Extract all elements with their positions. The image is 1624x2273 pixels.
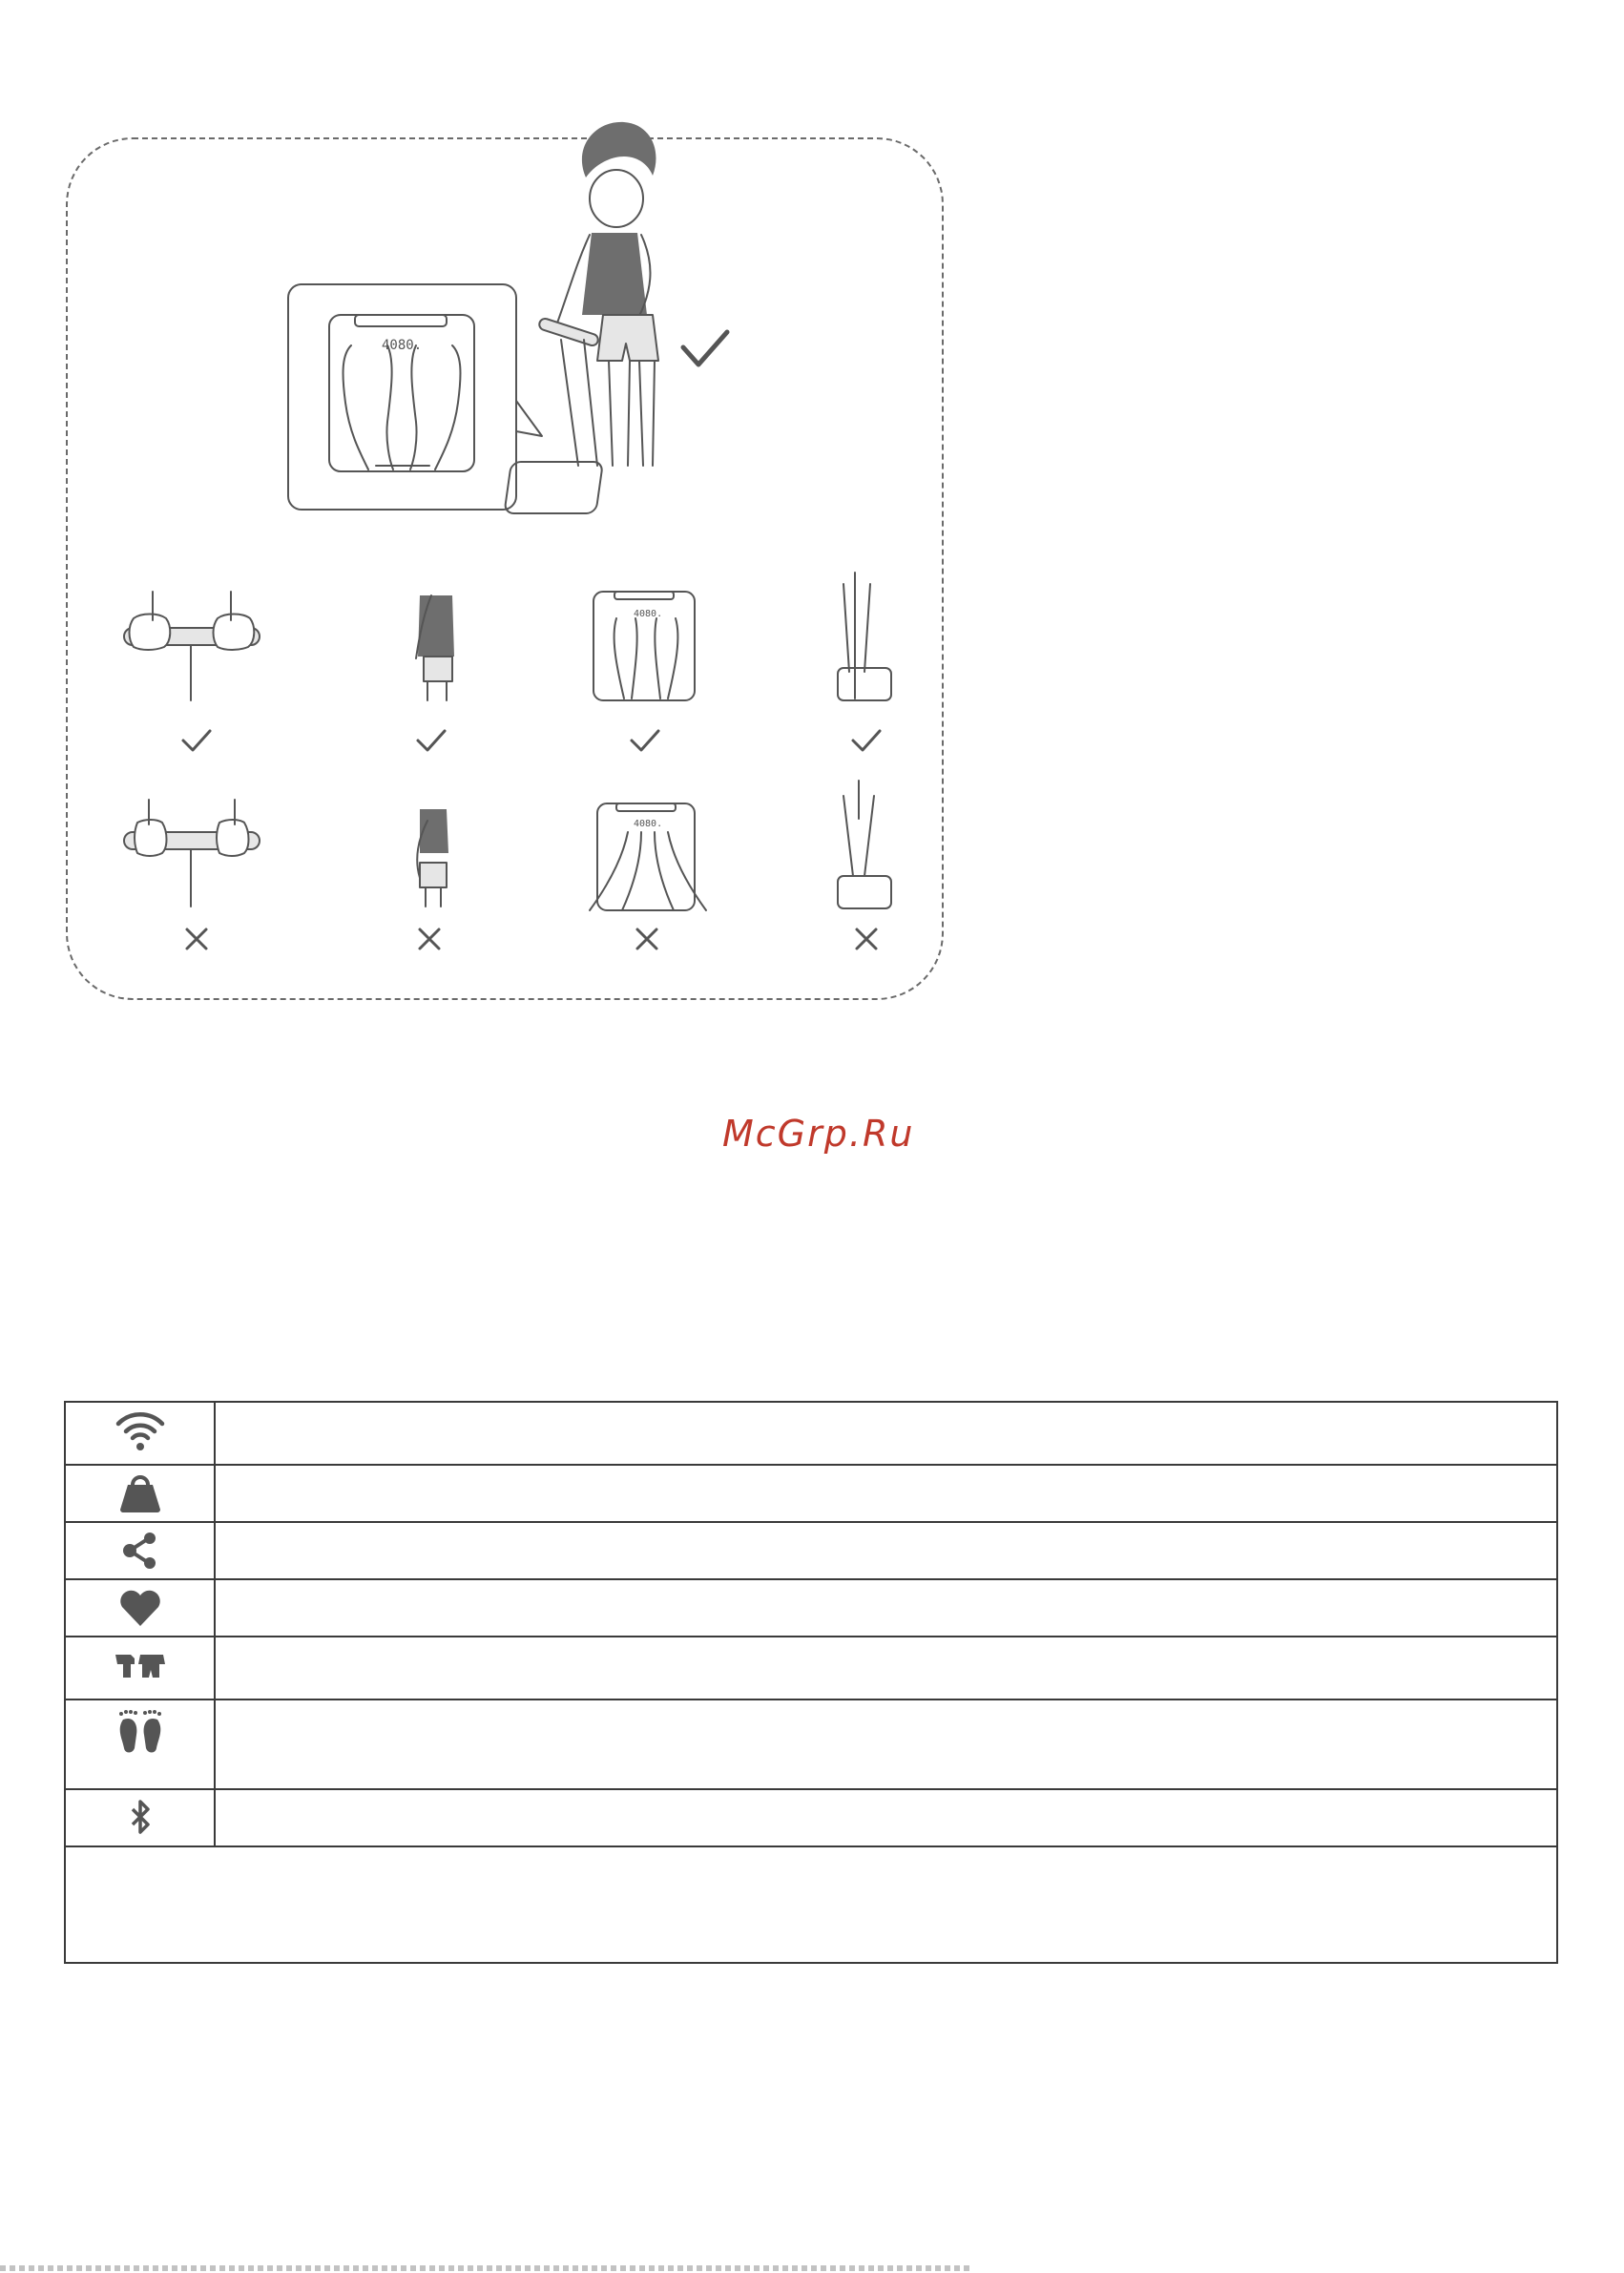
wrong-legs-cross-icon bbox=[857, 929, 876, 949]
footprints-icon bbox=[112, 1706, 169, 1760]
svg-text:4080.: 4080. bbox=[634, 609, 663, 619]
wifi-description bbox=[215, 1402, 1557, 1465]
correct-grip-check-icon bbox=[183, 731, 210, 750]
weight-description bbox=[215, 1465, 1557, 1522]
table-row bbox=[65, 1700, 1557, 1789]
share-description bbox=[215, 1522, 1557, 1579]
wifi-icon bbox=[115, 1408, 166, 1454]
correct-legs-check-icon bbox=[853, 731, 880, 750]
table-row bbox=[65, 1402, 1557, 1465]
wrong-arms-cross-icon bbox=[420, 929, 439, 949]
bluetooth-icon bbox=[115, 1796, 166, 1840]
table-row bbox=[65, 1637, 1557, 1700]
correct-posture-check-icon bbox=[683, 332, 727, 365]
wrong-grip-illustration bbox=[124, 800, 260, 907]
body-segments-description bbox=[215, 1637, 1557, 1700]
table-row bbox=[65, 1579, 1557, 1637]
share-icon bbox=[115, 1529, 166, 1573]
posture-illustrations bbox=[0, 0, 1624, 1011]
wrong-feet-position-illustration bbox=[590, 803, 706, 910]
table-row bbox=[65, 1522, 1557, 1579]
correct-feet-position-illustration bbox=[593, 592, 695, 700]
watermark-text: McGrp.Ru bbox=[722, 1113, 915, 1155]
footprints-description bbox=[215, 1700, 1557, 1789]
woman-on-scale-illustration bbox=[504, 122, 658, 513]
body-segments-icon bbox=[112, 1643, 169, 1687]
table-footer-note bbox=[65, 1846, 1557, 1963]
table-footer-row bbox=[65, 1846, 1557, 1963]
svg-text:4080.: 4080. bbox=[634, 819, 663, 829]
correct-feet-check-icon bbox=[632, 731, 658, 750]
weight-icon bbox=[115, 1471, 166, 1515]
bluetooth-description bbox=[215, 1789, 1557, 1846]
correct-arms-side-illustration bbox=[416, 595, 454, 700]
wrong-arms-forward-illustration bbox=[417, 809, 448, 907]
scale-readout: 4080. bbox=[382, 338, 423, 353]
wrong-standing-legs-illustration bbox=[838, 781, 891, 908]
correct-arms-check-icon bbox=[418, 731, 445, 750]
page-bottom-print-strip bbox=[0, 2265, 973, 2271]
heart-icon bbox=[115, 1586, 166, 1630]
correct-grip-illustration bbox=[124, 592, 260, 700]
correct-standing-legs-illustration bbox=[838, 573, 891, 700]
scale-closeup-callout bbox=[288, 284, 542, 510]
wrong-grip-cross-icon bbox=[187, 929, 206, 949]
icon-legend-table bbox=[64, 1401, 1558, 1964]
wrong-feet-cross-icon bbox=[637, 929, 656, 949]
table-row bbox=[65, 1465, 1557, 1522]
table-row bbox=[65, 1789, 1557, 1846]
heart-description bbox=[215, 1579, 1557, 1637]
